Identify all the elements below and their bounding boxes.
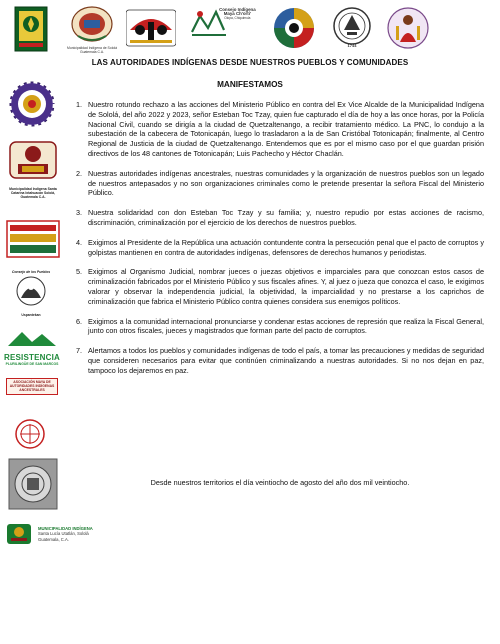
side-stamp-logo xyxy=(8,458,58,515)
side-round-seal-logo xyxy=(14,418,46,455)
document-title: LAS AUTORIDADES INDÍGENAS DESDE NUESTROS PUEBLOS Y COMUNIDADES xyxy=(91,58,409,67)
side-asociacion-logo xyxy=(6,378,58,395)
item-text: Alertamos a todos los pueblos y comunidades indígenas de todo el país, a tomar las precauciones y medidas de seguridad que consideren necesarios para evitar que continúen criminalizando a nuestras autoridades. Si no nos dejan en paz, tampoco los dejaremos en paz. xyxy=(88,346,484,375)
consejo-line3: Olopa, Chiquimula xyxy=(224,16,251,20)
side-consejo-logo xyxy=(6,270,56,317)
consejo-line1: Consejo Indígena xyxy=(219,7,256,12)
item-text: Exigimos al Organismo Judicial, nombrar jueces o juezas objetivos e imparciales para que conozcan estos casos de criminalización fabricados por el Ministerio Público y sus fiscales afines. Y, al juez o jueza que conozca el caso, le exigimos valorar y observar la independencia judicial, la objetividad, la imparcialidad y no prestarse a los caprichos de criminalización que fabrica el Ministerio Público contra quienes considera sus enemigos políticos. xyxy=(88,267,484,306)
logo-solola-seal xyxy=(67,6,117,54)
logo-consejo-indigena xyxy=(190,6,254,40)
header-logos xyxy=(10,6,490,58)
side-gear-logo xyxy=(8,80,56,133)
item-text: Exigimos a la comunidad internacional pronunciarse y condenar estas acciones de represión que realiza la Fiscal General, junto con otros fiscales, jueces y magistrados que forman parte del pacto de corruptos. xyxy=(88,316,484,336)
item-number: 6. xyxy=(76,316,83,326)
resistencia-label: RESISTENCIA xyxy=(4,353,60,362)
asociacion-box xyxy=(6,378,58,395)
demands-list xyxy=(76,100,484,376)
item-number: 4. xyxy=(76,237,83,247)
item-text: Nuestro rotundo rechazo a las acciones del Ministerio Público en contra del Ex Vice Alcalde de la Municipalidad Indígena de Sololá, del año 2022 y 2023, señor Esteban Toc Tzay, quien fue capturado el día de hoy a las once horas, por la Policía Nacional Civil, cuando se dirigía a la ciudad de Quetzaltenango, a recibir tratamiento médico. La PNC, lo condujo a la subestación de la cabecera de Totonicapán, luego lo trasladaron a la de San Cristóbal Totonicapán; finalmente, al Centro Regional de Justicia de la ciudad de Quetzaltenango. Entendemos que es por el mismo caso por el que guardan prisión directivos de los 48 cantones de Totonicapán; Luis Pachecho y Héctor Chaclán. xyxy=(88,100,484,158)
logo-green-emblem xyxy=(14,6,48,52)
item-number: 7. xyxy=(76,346,83,356)
list-item xyxy=(76,100,484,159)
side-flag-logo xyxy=(6,220,60,263)
list-item xyxy=(76,267,484,306)
closing-line: Desde nuestros territorios el día veintiocho de agosto del año dos mil veintiocho. xyxy=(150,478,410,487)
santa-catarina-caption: Municipalidad Indígena Santa Catarina Ixtahuacán Sololá, Guatemala C.A. xyxy=(9,187,57,200)
item-number: 5. xyxy=(76,267,83,277)
item-number: 2. xyxy=(76,168,83,178)
footer-logo xyxy=(6,523,32,545)
side-santa-catarina-logo xyxy=(8,140,58,200)
item-text: Exigimos al Presidente de la República una actuación contundente contra la persecución penal que el pacto de corruptos y golpistas mantienen en contra de autoridades indígenas, defensores de derechos humanos y periodistas. xyxy=(88,237,484,257)
item-text: Nuestras autoridades indígenas ancestrales, nuestras comunidades y la organización de nuestros pueblos son un legado de nuestros antepasados y no son organizaciones criminales como le pretende presentar la señora Fiscal del Ministerio Público. xyxy=(88,168,484,198)
document-subtitle: MANIFESTAMOS xyxy=(217,80,283,89)
logo-figures xyxy=(126,6,176,50)
logo-consejo-caption xyxy=(212,8,262,20)
item-number: 3. xyxy=(76,208,83,218)
uspantan-caption: Uspantekan xyxy=(21,313,41,318)
footer-line2: Santa Lucía Utatlán, Sololá xyxy=(38,531,89,537)
list-item xyxy=(76,346,484,375)
list-item xyxy=(76,238,484,258)
logo-solola-caption: Municipalidad Indígena de Sololá Guatemala C.A. xyxy=(67,46,117,54)
footer-line1: MUNICIPALIDAD INDÍGENA xyxy=(38,525,93,531)
list-item xyxy=(76,169,484,198)
consejo-caption: Consejo de los Pueblos xyxy=(11,270,51,274)
footer-line3: Guatemala, C.A. xyxy=(38,536,69,542)
footer-text xyxy=(38,526,93,543)
side-resistencia-logo xyxy=(4,330,60,366)
consejo-line2: Maya Ch'orti' xyxy=(223,11,251,16)
logo-seal-caption: 1744 xyxy=(347,43,357,48)
logo-figure-circle xyxy=(386,6,430,52)
list-item xyxy=(76,317,484,337)
item-text: Nuestra solidaridad con don Esteban Toc Tzay y su familia; y, nuestro repudio por estas acciones de racismo, discriminación, criminalización por el ejercicio de los derechos de nuestros pueblos. xyxy=(88,208,484,227)
logo-seal-1744 xyxy=(332,6,372,50)
logo-colorful-circle xyxy=(272,6,316,50)
list-item xyxy=(76,208,484,228)
asociacion-caption: ASOCIACIÓN MAYA DE AUTORIDADES INDÍGENAS ANCESTRALES xyxy=(9,380,55,393)
item-number: 1. xyxy=(76,100,83,109)
resistencia-sub: PLURILINGÜE DE SAN MARCOS xyxy=(5,362,59,366)
footer-signature xyxy=(6,523,93,545)
